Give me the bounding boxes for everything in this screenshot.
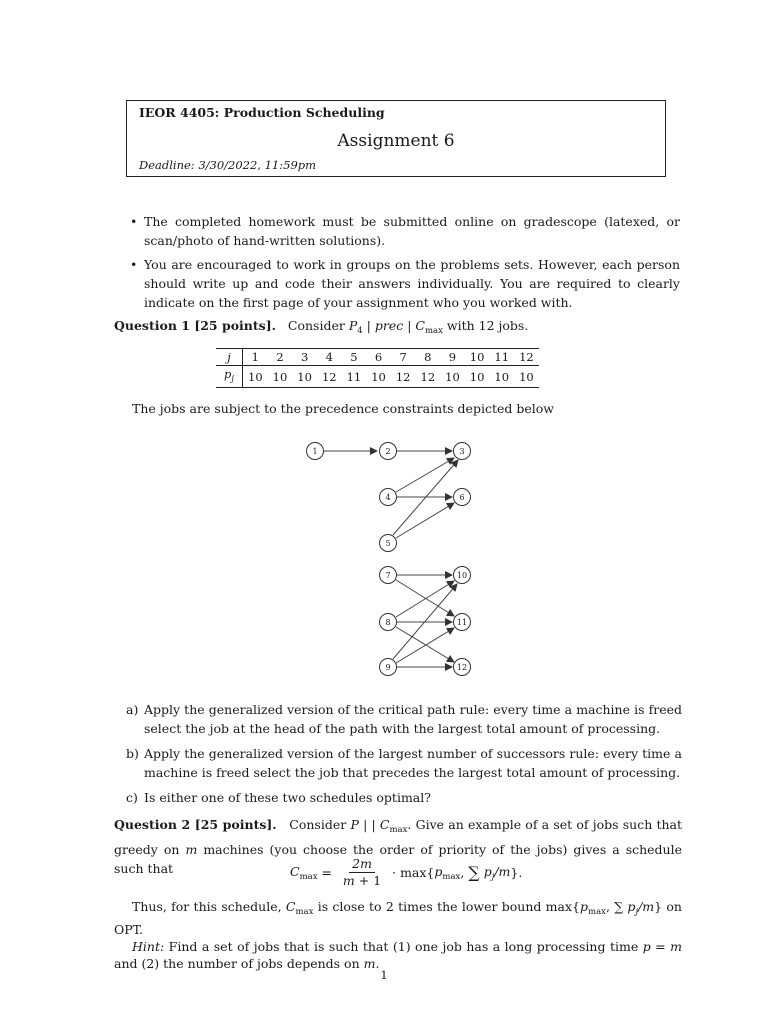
precedence-intro: The jobs are subject to the precedence constraints depicted below [132, 401, 554, 416]
q1-text-with: with 12 jobs. [446, 318, 529, 333]
part-b [126, 744, 682, 782]
job-cell: 6 [366, 349, 391, 366]
svg-text:12: 12 [456, 663, 468, 672]
time-cell: 12 [416, 366, 441, 388]
page-number: 1 [380, 968, 388, 982]
hint-paragraph: Hint: Find a set of jobs that is such that (1) one job has a long processing time p = m and (2) the number of jobs depends on m. [114, 939, 682, 971]
deadline: Deadline: 3/30/2022, 11:59pm [139, 158, 317, 172]
processing-times-table [216, 348, 539, 388]
job-cell: 9 [440, 349, 465, 366]
time-cell: 11 [342, 366, 367, 388]
svg-text:3: 3 [459, 447, 465, 456]
svg-text:6: 6 [459, 493, 465, 502]
job-cell: 11 [489, 349, 514, 366]
part-a [126, 700, 682, 738]
edge-5-6 [396, 503, 454, 538]
time-cell: 10 [514, 366, 539, 388]
time-cell: 10 [440, 366, 465, 388]
part-c [126, 788, 682, 807]
svg-text:10: 10 [456, 571, 468, 580]
time-cell: 12 [391, 366, 416, 388]
svg-text:1: 1 [312, 447, 318, 456]
instruction-item: • You are encouraged to work in groups on the problems sets. However, each person should write up and code their answers individually. You are required to clearly indicate on the first page of your assignment who you worked with. [130, 255, 680, 312]
graph-node-3 [454, 443, 471, 460]
job-cell: 3 [292, 349, 317, 366]
graph-node-6 [454, 489, 471, 506]
instruction-item: • The completed homework must be submitted online on gradescope (latexed, or scan/photo of hand-written solutions). [130, 212, 680, 250]
assignment-title: Assignment 6 [337, 131, 455, 151]
time-cell: 10 [292, 366, 317, 388]
part-label: c) [126, 790, 138, 805]
part-label: b) [126, 746, 139, 761]
job-cell: 1 [243, 349, 268, 366]
svg-text:11: 11 [456, 618, 468, 627]
question-1-intro: Question 1 [25 points]. Consider $P_4$ | prec | $C_{max}$ with 12 jobs. [114, 318, 529, 336]
svg-text:9: 9 [385, 663, 391, 672]
time-cell: 12 [317, 366, 342, 388]
graph-node-12 [454, 659, 471, 676]
edge-8-12 [396, 627, 454, 662]
graph-node-9 [380, 659, 397, 676]
question-1-heading: Question 1 [25 points]. [114, 318, 276, 333]
graph-node-11 [454, 614, 471, 631]
part-text: Apply the generalized version of the critical path rule: every time a machine is freed select the job at the head of the path with the largest total amount of processing. [144, 702, 682, 736]
question-2-discussion [114, 898, 682, 972]
thus-paragraph: Thus, for this schedule, $C_{max}$ is close to 2 times the lower bound $\max\{p_{max}$, ∑ $p_j/m$} on OPT. [114, 899, 682, 937]
edge-8-10 [396, 581, 454, 617]
bound-formula: $C_{max}$ = $\frac{2m}{m + 1}$ · max{ $p_{max}$ , ∑ $p_j/m$ }. [290, 856, 523, 888]
time-cell: 10 [243, 366, 268, 388]
svg-text:7: 7 [385, 571, 391, 580]
question-2-intro: Question 2 [25 points]. Consider P | | $C_{max}$. Give an example of a set of jobs such that greedy on m machines (you choose the order of priority of the jobs) gives a schedule such that [114, 817, 683, 876]
graph-node-2 [380, 443, 397, 460]
job-cell: 12 [514, 349, 539, 366]
job-cell: 2 [268, 349, 293, 366]
graph-node-8 [380, 614, 397, 631]
time-cell: 10 [366, 366, 391, 388]
graph-node-7 [380, 567, 397, 584]
row-label-p: $p_j$ [216, 366, 243, 388]
job-cell: 4 [317, 349, 342, 366]
time-cell: 10 [268, 366, 293, 388]
graph-node-10 [454, 567, 471, 584]
svg-text:2: 2 [385, 447, 391, 456]
assignment-header [126, 100, 666, 177]
time-cell: 10 [465, 366, 490, 388]
graph-node-5 [380, 535, 397, 552]
job-cell: 8 [416, 349, 441, 366]
job-cell: 5 [342, 349, 367, 366]
precedence-graph [290, 432, 490, 682]
job-cell: 10 [465, 349, 490, 366]
table-row-jobs [216, 349, 539, 366]
svg-text:8: 8 [385, 618, 391, 627]
question-1-parts [126, 700, 682, 813]
course-title: IEOR 4405: Production Scheduling [139, 105, 385, 120]
job-cell: 7 [391, 349, 416, 366]
part-text: Apply the generalized version of the largest number of successors rule: every time a machine is freed select the job that precedes the largest total amount of processing. [144, 746, 682, 780]
part-label: a) [126, 702, 139, 717]
row-label-j: j [216, 349, 243, 366]
question-2-heading: Question 2 [25 points]. [114, 817, 277, 832]
instructions-list [130, 212, 680, 317]
svg-text:5: 5 [385, 539, 391, 548]
table-row-times [216, 366, 539, 388]
time-cell: 10 [489, 366, 514, 388]
part-text: Is either one of these two schedules optimal? [144, 790, 431, 805]
svg-text:4: 4 [385, 493, 391, 502]
q1-text-consider: Consider [287, 318, 345, 333]
graph-node-4 [380, 489, 397, 506]
graph-node-1 [307, 443, 324, 460]
